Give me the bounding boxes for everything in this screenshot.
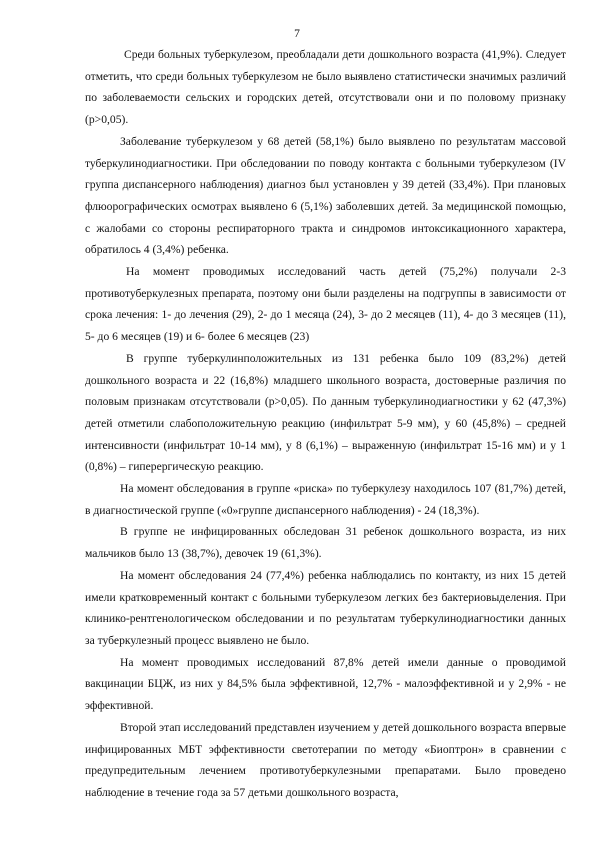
paragraph-6: В группе не инфицированных обследован 31 ребенок дошкольного возраста, из них мальчиков было 13 (38,7%), девочек 19 (61,3%). [85,525,566,561]
paragraph-7: На момент обследования 24 (77,4%) ребенка наблюдались по контакту, из них 15 детей имели кратковременный контакт с больными туберкулезом легких без бактериовыделения. При клинико-рентгенологическом обследовании и по результатам туберкулинодиагностики данных за туберкулезный процесс выявлено не было. [85,568,566,647]
page-number: 7 [294,27,300,40]
paragraph-1: Среди больных туберкулезом, преобладали дети дошкольного возраста (41,9%). Следует отметить, что среди больных туберкулезом не было выявлено статистически значимых различий по заболеваемости сельских и городских детей, отсутствовали они и по половому признаку (р>0,05). [85,48,566,127]
paragraph-4: В группе туберкулинположительных из 131 ребенка было 109 (83,2%) детей дошкольного возраста и 22 (16,8%) младшего школьного возраста, достоверные различия по половым признакам отсутствовали (р>0,05). По данным туберкулинодиагностики у 62 (47,3%) детей отметили слабоположительную реакцию (инфильтрат 5-9 мм), у 60 (45,8%) – средней интенсивности (инфильтрат 10-14 мм), у 8 (6,1%) – выраженную (инфильтрат 15-16 мм) и у 1 (0,8%) – гиперергическую реакцию. [85,351,566,474]
paragraph-9: Второй этап исследований представлен изучением у детей дошкольного возраста впервые инфицированных МБТ эффективности светотерапии по методу «Биоптрон» в сравнении с предупредительным лечением противотуберкулезными препаратами. Было проведено наблюдение в течение года за 57 детьми дошкольного возраста, [85,720,566,799]
paragraph-3: На момент проводимых исследований часть детей (75,2%) получали 2-3 противотуберкулезных препарата, поэтому они были разделены на подгруппы в зависимости от срока лечения: 1- до лечения (29), 2- до 1 месяца (24), 3- до 2 месяцев (11), 4- до 3 месяцев (11), 5- до 6 месяцев (19) и 6- более 6 месяцев (23) [85,265,566,344]
page-body [85,44,566,804]
paragraph-2: Заболевание туберкулезом у 68 детей (58,1%) было выявлено по результатам массовой туберкулинодиагностики. При обследовании по поводу контакта с больными туберкулезом (IV группа диспансерного наблюдения) диагноз был установлен у 39 детей (33,4%). При плановых флюорографических осмотрах выявлено 6 (5,1%) заболевших детей. За медицинской помощью, с жалобами со стороны респираторного тракта и синдромов интоксикационного характера, обратилось 4 (3,4%) ребенка. [85,134,566,257]
paragraph-5: На момент обследования в группе «риска» по туберкулезу находилось 107 (81,7%) детей, в диагностической группе («0»группе диспансерного наблюдения) - 24 (18,3%). [85,482,566,517]
paragraph-8: На момент проводимых исследований 87,8% детей имели данные о проводимой вакцинации БЦЖ, из них у 84,5% была эффективной, 12,7% - малоэффективной и у 2,9% - не эффективной. [85,655,566,713]
